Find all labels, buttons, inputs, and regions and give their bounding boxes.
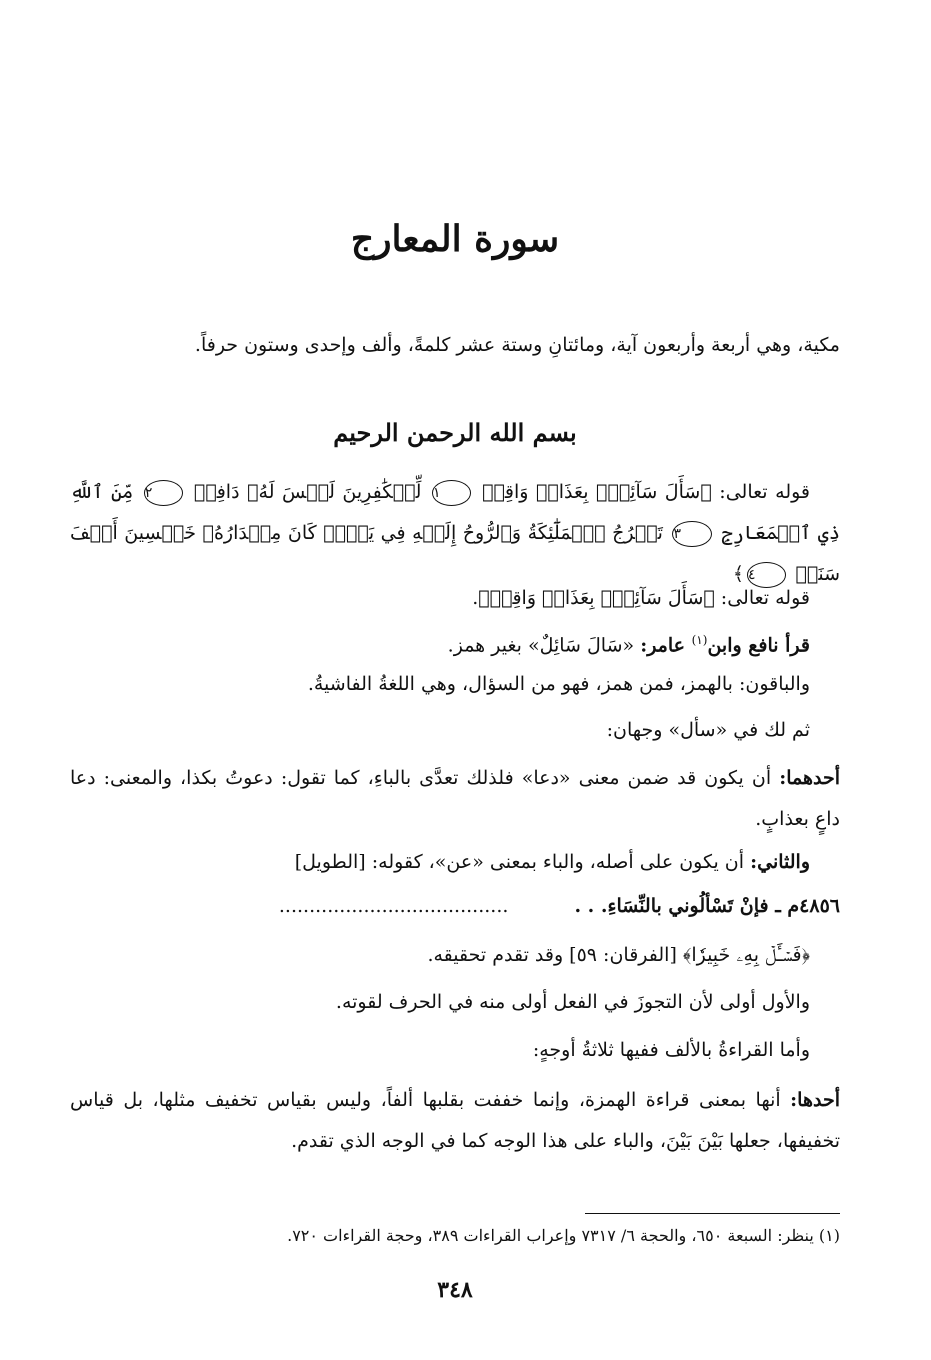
paragraph-baqun: والباقون: بالهمز، فمن همز، فهو من السؤال، وهي اللغةُ الفاشيةُ. bbox=[307, 673, 810, 695]
paragraph-awwal: والأول أولى لأن التجوزَ في الفعل أولى منه في الحرف لقوته. bbox=[335, 991, 810, 1013]
qara-label-2: عامر: bbox=[640, 634, 692, 657]
surah-title: سورة المعارج bbox=[350, 218, 560, 260]
paragraph-qawluhu: قوله تعالى: ﴿سَأَلَ سَآئِلُۢ بِعَذَابٖ وَاقِعٖ﴾. bbox=[472, 587, 810, 609]
paragraph-thumma: ثم لك في «سأل» وجهان: bbox=[606, 719, 810, 741]
verse-lead: قوله تعالى: bbox=[711, 481, 811, 503]
poem-dots: ...................................... bbox=[278, 895, 509, 917]
page-number: ٣٤٨ bbox=[437, 1277, 473, 1303]
qara-text: «سَالَ سَائِلٌ» بغير همز. bbox=[447, 634, 641, 657]
basmala: بسم الله الرحمن الرحيم bbox=[333, 418, 577, 447]
paragraph-ahaduha bbox=[70, 1080, 840, 1162]
verse-number-4: ٤ bbox=[747, 562, 787, 588]
page bbox=[70, 0, 840, 1360]
ahaduha-label: أحدها: bbox=[790, 1089, 840, 1111]
verse-number-2: ٢ bbox=[144, 480, 184, 506]
footnote: (١) ينظر: السبعة ٦٥٠، والحجة ٦/ ٧٣١٧ وإعراب القراءات ٣٨٩، وحجة القراءات ٧٢٠. bbox=[287, 1226, 840, 1245]
ahaduhuma-text: أن يكون قد ضمن معنى «دعا» فلذلك تعدَّى بالباءِ، كما تقول: دعوتُ بكذا، والمعنى: دعا داعٍ بعذابٍ. bbox=[70, 767, 840, 830]
poem-text: ٤٨٥٦م ـ فإنْ تَسْألُوني بالنِّسَاءِ. . . bbox=[574, 895, 840, 917]
thani-label: والثاني: bbox=[750, 851, 810, 873]
paragraph-qara bbox=[70, 620, 840, 666]
verse-3: مِّنَ ٱللَّهِ ذِي ٱلۡمَعَارِجِ bbox=[70, 481, 841, 544]
paragraph-thani bbox=[70, 842, 840, 883]
footnote-divider bbox=[585, 1213, 840, 1214]
qara-label: قرأ نافع وابن bbox=[707, 634, 810, 657]
verse-close: ﴾ bbox=[732, 563, 744, 585]
poem-line bbox=[70, 886, 840, 927]
paragraph-fasal: ﴿فَسۡـَٔلۡ بِهِۦ خَبِيرٗا﴾ [الفرقان: ٥٩] وقد تقدم تحقيقه. bbox=[427, 944, 810, 966]
footnote-ref: (١) bbox=[691, 633, 708, 647]
thani-text: أن يكون على أصله، والباء بمعنى «عن»، كقوله: [الطويل] bbox=[294, 851, 751, 873]
paragraph-ahaduhuma bbox=[70, 758, 840, 840]
verse-4: تَعۡرُجُ ٱلۡمَلَٰٓئِكَةُ وَٱلرُّوحُ إِلَيۡهِ فِي يَوۡمٖ كَانَ مِقۡدَارُهُۥ خَمۡسِينَ أَلۡفَ سَنَةٖ bbox=[70, 522, 840, 585]
ahaduhuma-label: أحدهما: bbox=[779, 767, 840, 789]
paragraph-amma: وأما القراءةُ بالألف ففيها ثلاثةُ أوجهٍ: bbox=[532, 1039, 810, 1061]
verse-number-1: ١ bbox=[432, 480, 472, 506]
verse-number-3: ٣ bbox=[672, 521, 712, 547]
verse-block bbox=[70, 472, 840, 595]
ahaduha-text: أنها بمعنى قراءة الهمزة، وإنما خففت بقلبها ألفاً، وليس بقياس تخفيف مثلها، بل قياس تخفيفها، جعلها بَيْنَ بَيْنَ، والباء على هذا الوجه كما في الوجه الذي تقدم. bbox=[70, 1089, 840, 1152]
surah-intro: مكية، وهي أربعة وأربعون آية، ومائتانِ وستة عشر كلمةً، وألف وإحدى وستون حرفاً. bbox=[194, 334, 840, 356]
verse-2: لِّلۡكَٰفِرِينَ لَيۡسَ لَهُۥ دَافِعٞ bbox=[193, 481, 422, 503]
verse-1: ﴿سَأَلَ سَآئِلُۢ بِعَذَابٖ وَاقِعٖ bbox=[482, 481, 712, 503]
